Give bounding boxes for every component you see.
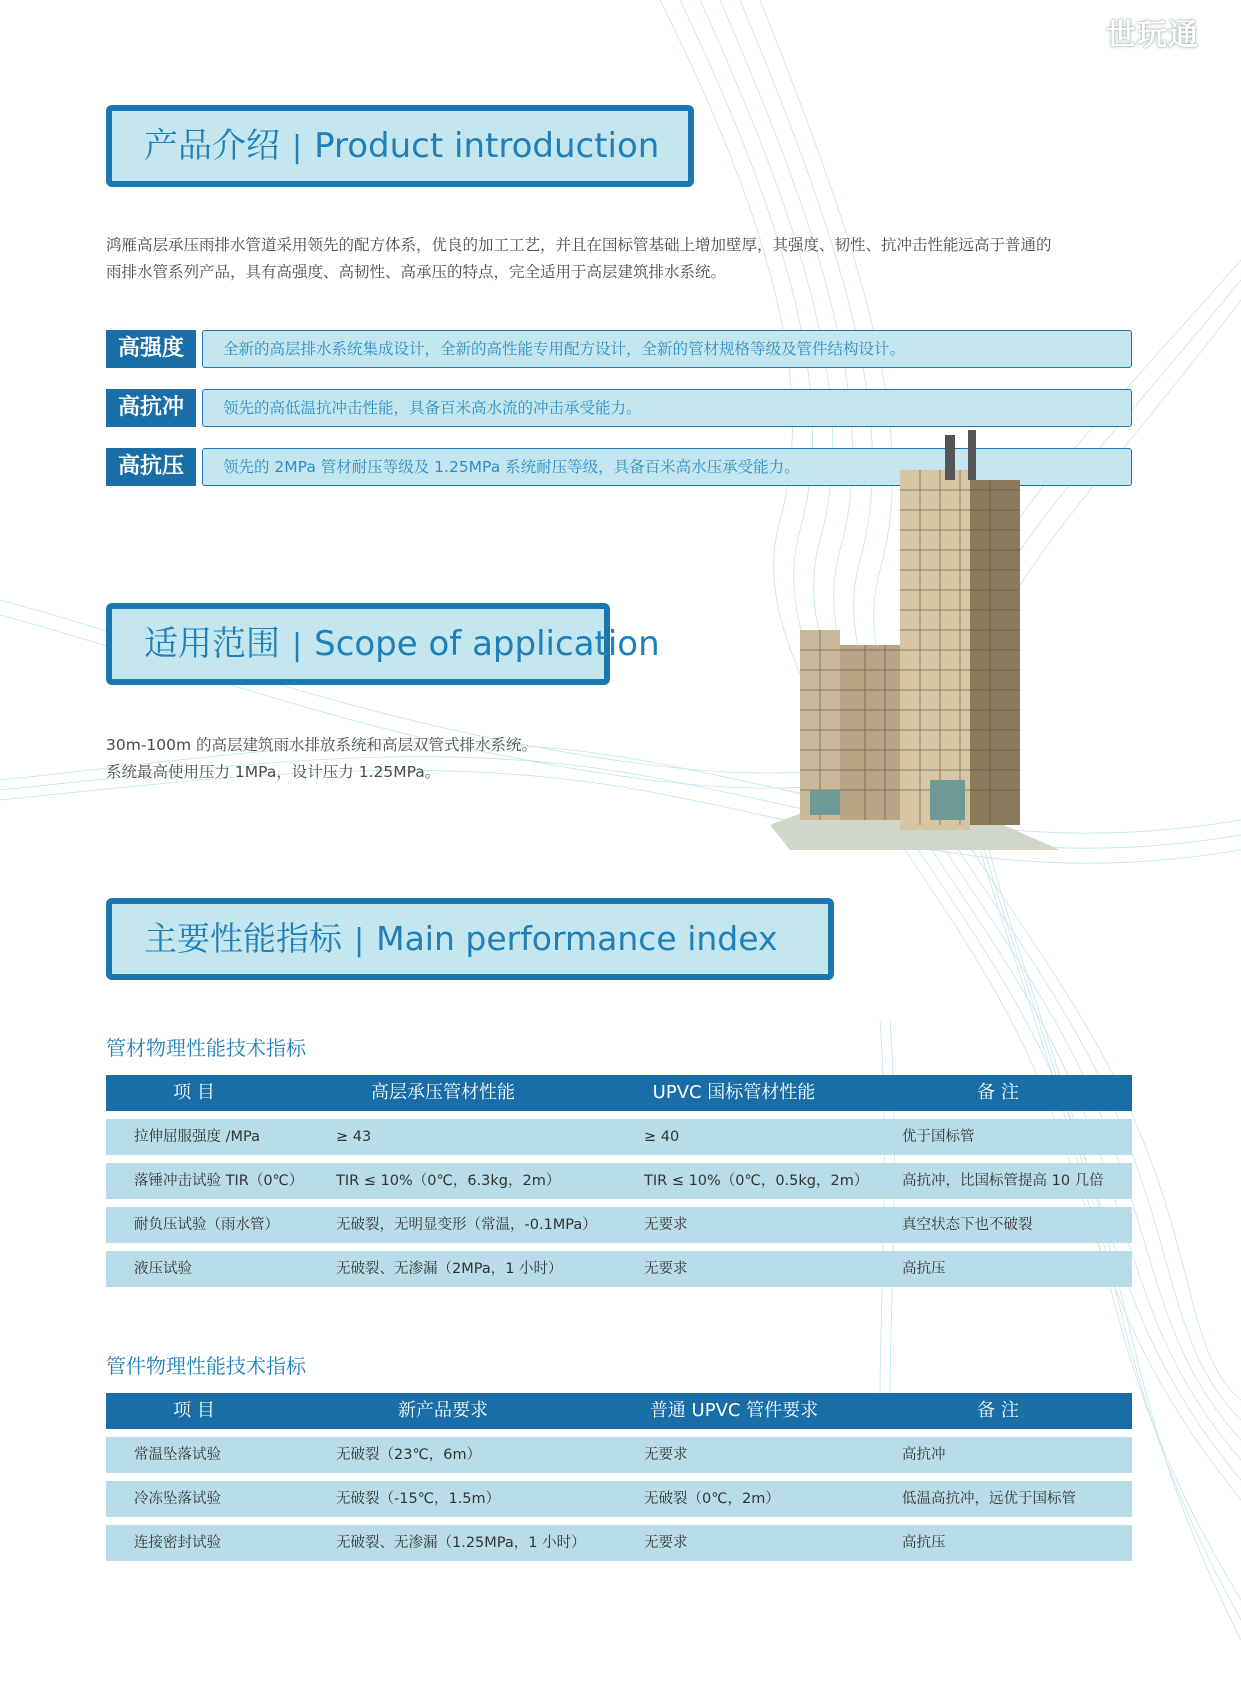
table-cell: 无要求 xyxy=(644,1261,688,1277)
table-cell: ≥ 43 xyxy=(336,1129,372,1145)
table-cell: 落锤冲击试验 TIR（0℃） xyxy=(134,1173,304,1189)
section-title-en: Main performance index xyxy=(376,919,778,958)
high-rise-building-image xyxy=(770,430,1060,850)
feature-row xyxy=(106,330,1132,368)
table-header-cell: 备 注 xyxy=(977,1400,1019,1421)
fitting-table xyxy=(106,1393,1132,1561)
table-header-cell: 备 注 xyxy=(977,1082,1019,1103)
feature-desc: 领先的 2MPa 管材耐压等级及 1.25MPa 系统耐压等级，具备百米高水压承受能力。 xyxy=(202,448,1132,486)
section-title-en: Product introduction xyxy=(314,126,660,166)
intro-line-2: 雨排水管系列产品，具有高强度、高韧性、高承压的特点，完全适用于高层建筑排水系统。 xyxy=(106,263,727,281)
table-header-cell: UPVC 国标管材性能 xyxy=(652,1082,816,1103)
table-cell: 高抗冲，比国标管提高 10 几倍 xyxy=(902,1173,1104,1189)
feature-tag: 高强度 xyxy=(106,330,196,368)
table-header-cell: 普通 UPVC 管件要求 xyxy=(649,1400,819,1421)
section-title-text: 适用范围 | Scope of application xyxy=(144,624,660,664)
table-cell: 优于国标管 xyxy=(902,1129,975,1145)
table-cell: 无破裂、无渗漏（2MPa，1 小时） xyxy=(336,1261,563,1277)
table-header-cell: 新产品要求 xyxy=(398,1400,488,1421)
table-row xyxy=(106,1163,1132,1199)
section-title-cn: 主要性能指标 xyxy=(144,919,342,958)
intro-line-1: 鸿雁高层承压雨排水管道采用领先的配方体系，优良的加工工艺，并且在国标管基础上增加壁厚，其强度、韧性、抗冲击性能远高于普通的 xyxy=(106,236,1052,254)
table-row xyxy=(106,1119,1132,1155)
table-header-cell: 项 目 xyxy=(173,1082,215,1103)
scope-line-1: 30m-100m 的高层建筑雨水排放系统和高层双管式排水系统。 xyxy=(106,736,538,754)
feature-tag: 高抗压 xyxy=(106,448,196,486)
pipe-table xyxy=(106,1075,1132,1287)
table-row xyxy=(106,1481,1132,1517)
table-cell: 无破裂（0℃，2m） xyxy=(644,1491,780,1507)
table-cell: 拉伸屈服强度 /MPa xyxy=(134,1129,260,1145)
pipe-table-title: 管材物理性能技术指标 xyxy=(106,1036,306,1060)
table-cell: 无破裂、无渗漏（1.25MPa，1 小时） xyxy=(336,1535,586,1551)
table-cell: 无要求 xyxy=(644,1447,688,1463)
brand-logo: 世玩通 xyxy=(1106,18,1199,53)
table-header-cell: 项 目 xyxy=(173,1400,215,1421)
table-cell: 连接密封试验 xyxy=(134,1535,221,1551)
table-cell: 低温高抗冲，远优于国标管 xyxy=(902,1491,1076,1507)
feature-tag: 高抗冲 xyxy=(106,389,196,427)
scope-paragraph xyxy=(106,732,537,786)
table-row xyxy=(106,1525,1132,1561)
section-title-cn: 适用范围 xyxy=(144,624,280,664)
table-header-row xyxy=(106,1075,1132,1111)
section-title-product xyxy=(106,105,694,187)
table-cell: 冷冻坠落试验 xyxy=(134,1491,221,1507)
fitting-table-title: 管件物理性能技术指标 xyxy=(106,1354,306,1378)
feature-row xyxy=(106,389,1132,427)
table-row xyxy=(106,1207,1132,1243)
table-cell: 常温坠落试验 xyxy=(134,1447,221,1463)
feature-desc: 全新的高层排水系统集成设计，全新的高性能专用配方设计，全新的管材规格等级及管件结构设计。 xyxy=(202,330,1132,368)
table-cell: 无要求 xyxy=(644,1217,688,1233)
scope-line-2: 系统最高使用压力 1MPa，设计压力 1.25MPa。 xyxy=(106,763,441,781)
table-cell: 无破裂（-15℃，1.5m） xyxy=(336,1491,501,1507)
table-header-row xyxy=(106,1393,1132,1429)
table-cell: TIR ≤ 10%（0℃，0.5kg，2m） xyxy=(644,1173,869,1189)
feature-desc: 领先的高低温抗冲击性能，具备百米高水流的冲击承受能力。 xyxy=(202,389,1132,427)
section-title-en: Scope of application xyxy=(314,624,660,664)
table-cell: TIR ≤ 10%（0℃，6.3kg，2m） xyxy=(336,1173,561,1189)
table-cell: 高抗压 xyxy=(902,1261,946,1277)
table-cell: 耐负压试验（雨水管） xyxy=(134,1217,279,1233)
table-row xyxy=(106,1437,1132,1473)
table-row xyxy=(106,1251,1132,1287)
section-title-scope xyxy=(106,603,660,685)
section-title-cn: 产品介绍 xyxy=(144,126,280,166)
table-cell: 无要求 xyxy=(644,1535,688,1551)
section-title-text: 产品介绍 | Product introduction xyxy=(144,126,660,166)
intro-paragraph xyxy=(106,232,1052,286)
table-cell: 真空状态下也不破裂 xyxy=(902,1217,1033,1233)
section-title-text: 主要性能指标 | Main performance index xyxy=(144,919,778,958)
table-cell: ≥ 40 xyxy=(644,1129,680,1145)
table-cell: 高抗压 xyxy=(902,1535,946,1551)
table-header-cell: 高层承压管材性能 xyxy=(371,1082,515,1103)
table-cell: 无破裂（23℃，6m） xyxy=(336,1447,482,1463)
table-cell: 高抗冲 xyxy=(902,1447,946,1463)
table-cell: 液压试验 xyxy=(134,1261,192,1277)
section-title-performance xyxy=(106,898,834,980)
table-cell: 无破裂，无明显变形（常温，-0.1MPa） xyxy=(336,1217,597,1233)
